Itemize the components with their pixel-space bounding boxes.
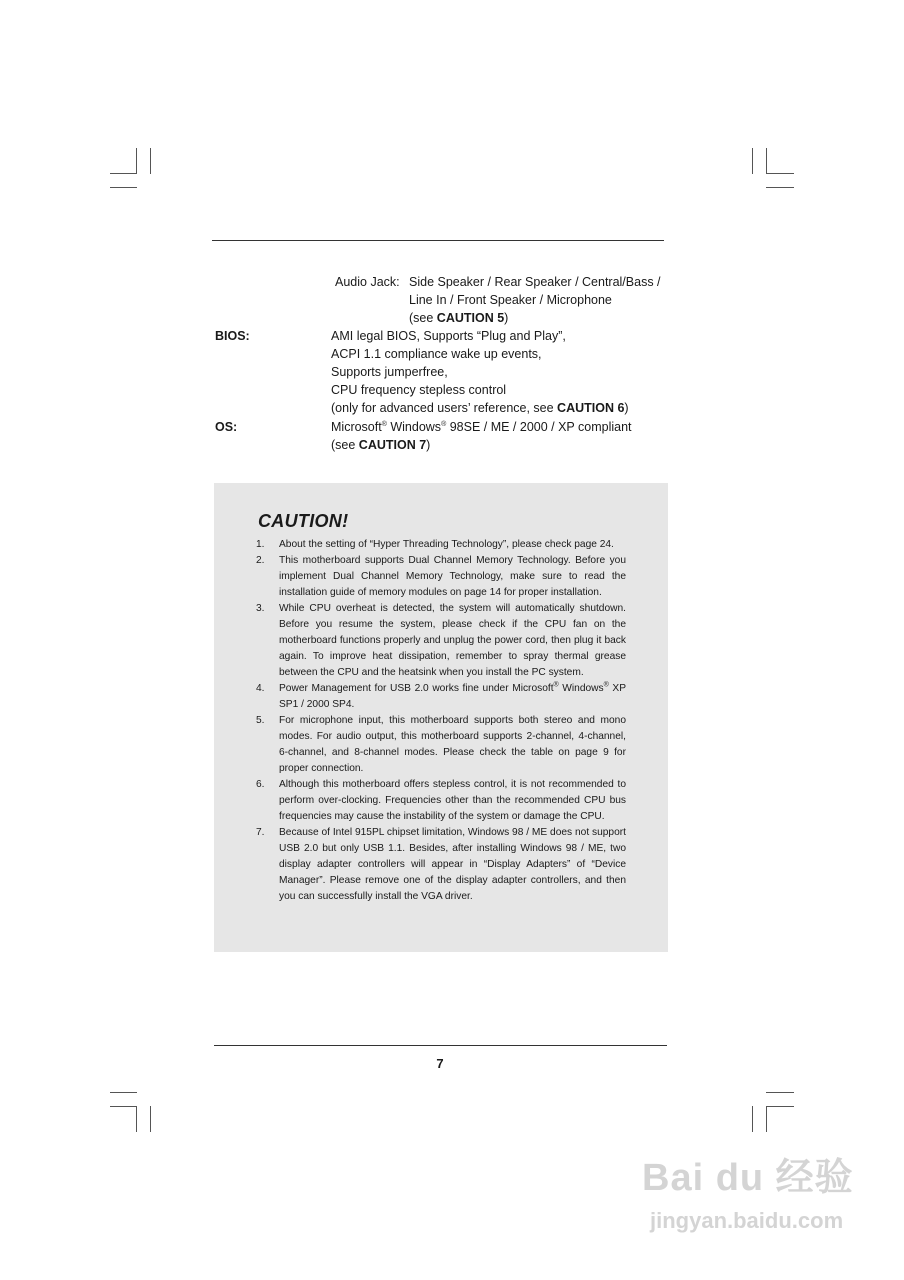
crop-mark (766, 148, 767, 174)
crop-mark (766, 187, 794, 188)
crop-mark (150, 1106, 151, 1132)
caution-title: CAUTION! (258, 511, 349, 531)
list-item-number: 6. (256, 779, 265, 790)
caution-box (214, 483, 668, 952)
watermark-url: jingyan.baidu.com (650, 1208, 844, 1233)
crop-mark (150, 148, 151, 174)
crop-mark (110, 1092, 137, 1093)
list-item-number: 4. (256, 683, 265, 694)
list-item-number: 1. (256, 539, 265, 550)
list-item-number: 2. (256, 555, 265, 566)
bios-label: BIOS: (215, 329, 250, 343)
header-rule (212, 240, 664, 241)
list-item (256, 681, 626, 713)
audio-jack-caution-ref: (see CAUTION 5) (409, 311, 509, 325)
crop-mark (766, 173, 794, 174)
crop-mark (110, 187, 137, 188)
list-item-number: 3. (256, 603, 265, 614)
list-item (256, 825, 626, 905)
bios-caution-ref: (only for advanced users’ reference, see CAUTION 6) (331, 401, 629, 415)
footer-rule (214, 1045, 667, 1046)
bios-line: ACPI 1.1 compliance wake up events, (331, 347, 542, 361)
bios-line: Supports jumperfree, (331, 365, 448, 379)
bios-line: CPU frequency stepless control (331, 383, 507, 397)
crop-mark (136, 1106, 137, 1132)
audio-jack-label: Audio Jack: (335, 275, 400, 289)
bios-line: AMI legal BIOS, Supports “Plug and Play”, (331, 329, 566, 343)
list-item (256, 537, 626, 553)
crop-mark (752, 148, 753, 174)
list-item-text: While CPU overheat is detected, the system will automatically shutdown. Before you resume the system, please check if the CPU fan on the motherboard functions properly and unplug the power cord, then plug it back again. To improve heat dissipation, remember to spray thermal grease between the CPU and the heatsink when you install the PC system. (279, 603, 626, 678)
list-item-text: This motherboard supports Dual Channel Memory Technology. Before you implement Dual Channel Memory Technology, make sure to read the installation guide of memory modules on page 14 for proper installation. (279, 555, 626, 598)
list-item-text: For microphone input, this motherboard supports both stereo and mono modes. For audio output, this motherboard supports 2-channel, 4-channel, 6-channel, and 8-channel modes. Please check the table on page 9 for proper connection. (279, 715, 626, 774)
list-item-text: Power Management for USB 2.0 works fine under Microsoft® Windows® XP SP1 / 2000 SP4. (279, 681, 627, 710)
watermark-logo: Bai du 经验 (642, 1157, 854, 1199)
crop-mark (136, 148, 137, 174)
list-item-text: Because of Intel 915PL chipset limitation, Windows 98 / ME does not support USB 2.0 but only USB 1.1. Besides, after installing Windows 98 / ME, two display adapter controllers will appear in “Display Adapters” of “Device Manager”. Please remove one of the display adapter controllers, and then you can successfully install the VGA driver. (279, 827, 626, 902)
audio-jack-line: Line In / Front Speaker / Microphone (409, 293, 612, 307)
audio-jack-line: Side Speaker / Rear Speaker / Central/Bass / (409, 275, 661, 289)
list-item-text: About the setting of “Hyper Threading Technology”, please check page 24. (279, 539, 614, 550)
os-caution-ref: (see CAUTION 7) (331, 438, 431, 452)
crop-mark (752, 1106, 753, 1132)
crop-mark (110, 173, 137, 174)
os-line: Microsoft® Windows® 98SE / ME / 2000 / XP compliant (331, 420, 632, 434)
crop-mark (766, 1106, 794, 1107)
os-label: OS: (215, 420, 238, 434)
list-item (256, 713, 626, 777)
caution-list (256, 537, 626, 905)
crop-mark (766, 1092, 794, 1093)
list-item (256, 777, 626, 825)
list-item (256, 553, 626, 601)
list-item (256, 601, 626, 681)
crop-mark (110, 1106, 137, 1107)
list-item-number: 5. (256, 715, 265, 726)
list-item-number: 7. (256, 827, 265, 838)
list-item-text: Although this motherboard offers stepless control, it is not recommended to perform over-clocking. Frequencies other than the recommended CPU bus frequencies may cause the instability of the system or damage the CPU. (279, 779, 626, 822)
page-number: 7 (436, 1056, 444, 1071)
crop-mark (766, 1106, 767, 1132)
